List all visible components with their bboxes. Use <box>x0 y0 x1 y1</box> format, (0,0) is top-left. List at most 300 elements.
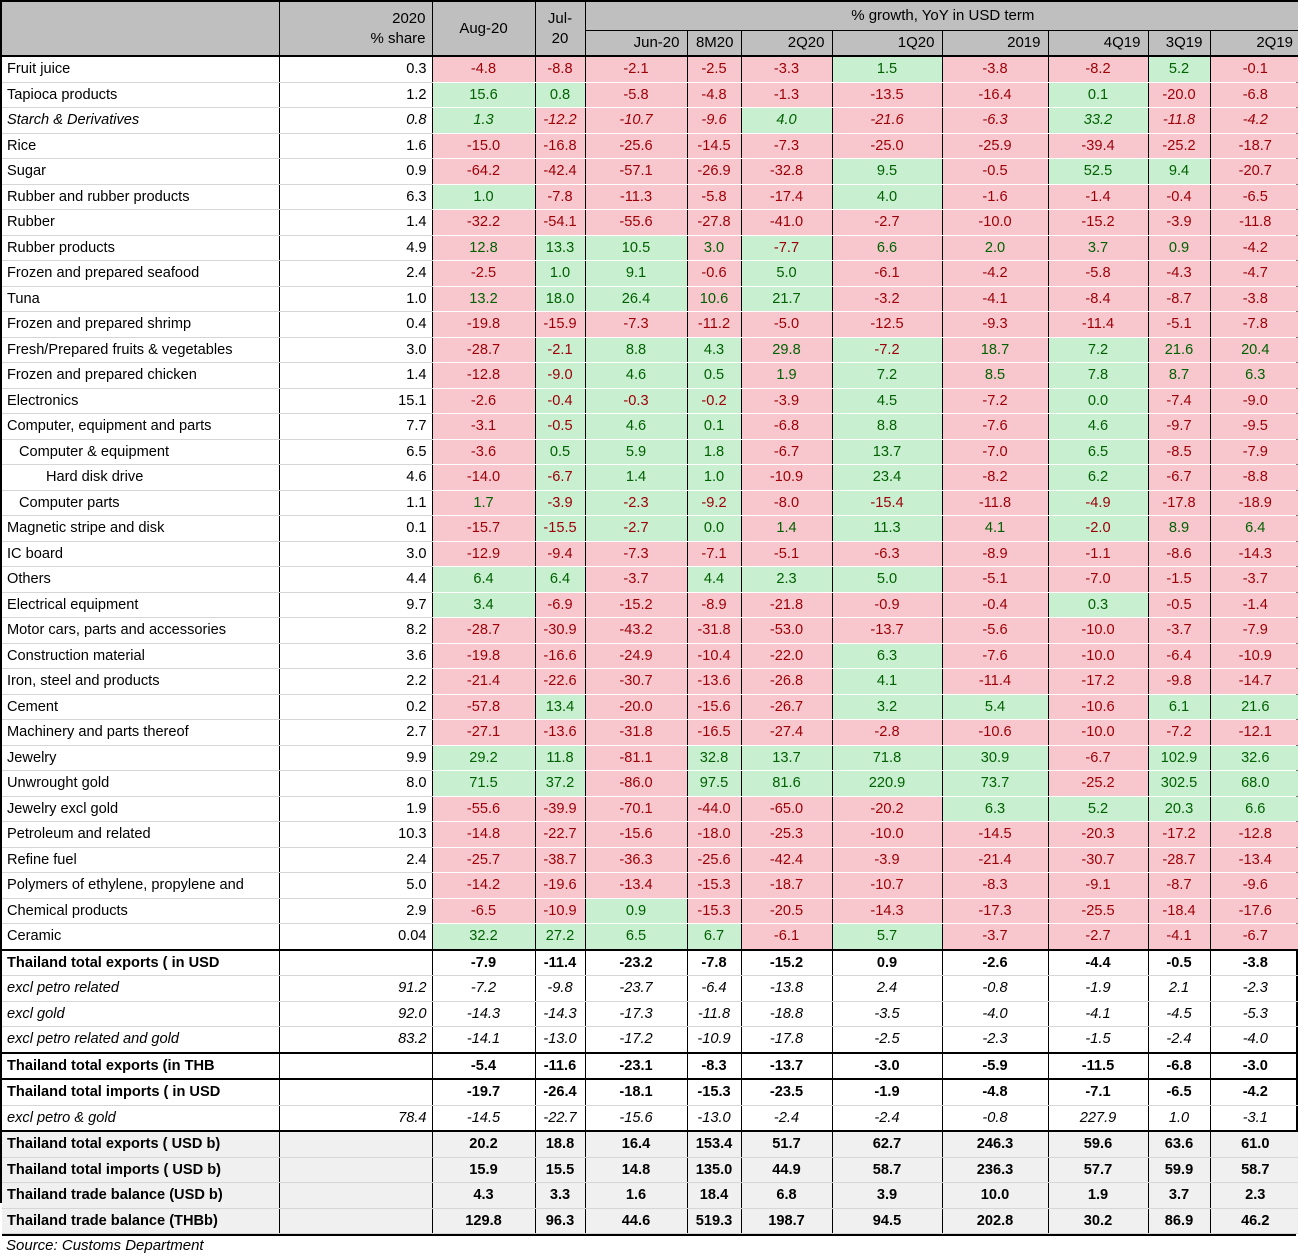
cell-jun20: -11.3 <box>585 184 687 210</box>
cell-3q19: -3.7 <box>1148 618 1210 644</box>
cell-2q19: 6.4 <box>1210 516 1298 542</box>
cell-2019: 30.9 <box>942 745 1048 771</box>
cell-2q19: -18.9 <box>1210 490 1298 516</box>
table-row <box>2 465 1298 491</box>
period-header-2q20: 2Q20 <box>741 30 832 56</box>
cell-aug20: -57.8 <box>432 694 535 720</box>
period-header-4q19: 4Q19 <box>1048 30 1148 56</box>
row-label: Unwrought gold <box>2 771 279 797</box>
cell-aug20: -19.7 <box>432 1079 535 1105</box>
cell-aug20: -2.6 <box>432 388 535 414</box>
cell-8m20: 32.8 <box>687 745 741 771</box>
cell-4q19: -4.4 <box>1048 950 1148 976</box>
cell-2q19: -4.7 <box>1210 261 1298 287</box>
cell-2q19: -3.1 <box>1210 1105 1298 1131</box>
row-label: Thailand total exports (in THB <box>2 1053 279 1080</box>
cell-jul20: 27.2 <box>535 924 585 950</box>
row-label: Tapioca products <box>2 82 279 108</box>
cell-2q20: -17.4 <box>741 184 832 210</box>
share-column-header <box>279 2 432 56</box>
cell-4q19: -2.0 <box>1048 516 1148 542</box>
cell-2019: 73.7 <box>942 771 1048 797</box>
cell-jun20: -3.7 <box>585 567 687 593</box>
row-label: Electronics <box>2 388 279 414</box>
table-row <box>2 1053 1298 1080</box>
share-value: 3.0 <box>279 337 432 363</box>
share-value: 2.4 <box>279 261 432 287</box>
cell-3q19: -8.7 <box>1148 873 1210 899</box>
table-row <box>2 82 1298 108</box>
cell-aug20: 32.2 <box>432 924 535 950</box>
cell-2019: -11.8 <box>942 490 1048 516</box>
share-value: 1.1 <box>279 490 432 516</box>
cell-1q20: 9.5 <box>832 159 942 185</box>
cell-jul20: -16.8 <box>535 133 585 159</box>
cell-jul20: 18.8 <box>535 1131 585 1157</box>
cell-2q20: -22.0 <box>741 643 832 669</box>
cell-4q19: 0.3 <box>1048 592 1148 618</box>
share-value: 0.9 <box>279 159 432 185</box>
cell-2q20: -17.8 <box>741 1027 832 1053</box>
cell-2019: -2.6 <box>942 950 1048 976</box>
cell-8m20: 18.4 <box>687 1183 741 1209</box>
share-value: 2.2 <box>279 669 432 695</box>
cell-aug20: -6.5 <box>432 898 535 924</box>
cell-2q19: -4.2 <box>1210 235 1298 261</box>
share-header-label: % share <box>370 29 426 47</box>
cell-4q19: -1.9 <box>1048 976 1148 1002</box>
cell-jul20: -38.7 <box>535 847 585 873</box>
cell-jun20: 44.6 <box>585 1208 687 1234</box>
share-value: 1.0 <box>279 286 432 312</box>
cell-aug20: 13.2 <box>432 286 535 312</box>
cell-aug20: 6.4 <box>432 567 535 593</box>
cell-jun20: 8.8 <box>585 337 687 363</box>
cell-3q19: -11.8 <box>1148 108 1210 134</box>
table-row <box>2 388 1298 414</box>
cell-jul20: -11.6 <box>535 1053 585 1080</box>
row-label: Thailand total imports ( in USD <box>2 1079 279 1105</box>
cell-jun20: 1.4 <box>585 465 687 491</box>
row-label: Ceramic <box>2 924 279 950</box>
row-label: Thailand total imports ( USD b) <box>2 1157 279 1183</box>
cell-2019: -5.1 <box>942 567 1048 593</box>
row-label: Rubber and rubber products <box>2 184 279 210</box>
cell-1q20: 3.2 <box>832 694 942 720</box>
cell-jun20: 6.5 <box>585 924 687 950</box>
cell-2q19: -2.3 <box>1210 976 1298 1002</box>
table-row <box>2 643 1298 669</box>
cell-1q20: 8.8 <box>832 414 942 440</box>
cell-jun20: -18.1 <box>585 1079 687 1105</box>
cell-4q19: -10.0 <box>1048 643 1148 669</box>
cell-jun20: -43.2 <box>585 618 687 644</box>
cell-jul20: 3.3 <box>535 1183 585 1209</box>
share-value <box>279 950 432 976</box>
cell-1q20: -10.7 <box>832 873 942 899</box>
cell-jun20: 16.4 <box>585 1131 687 1157</box>
share-value <box>279 1131 432 1157</box>
cell-jun20: -10.7 <box>585 108 687 134</box>
cell-8m20: -2.5 <box>687 56 741 82</box>
share-value: 9.9 <box>279 745 432 771</box>
cell-aug20: -2.5 <box>432 261 535 287</box>
cell-aug20: -12.9 <box>432 541 535 567</box>
table-row <box>2 1208 1298 1234</box>
table-row <box>2 950 1298 976</box>
table-row <box>2 1183 1298 1209</box>
row-label: Rice <box>2 133 279 159</box>
cell-2q20: -7.3 <box>741 133 832 159</box>
cell-jun20: 26.4 <box>585 286 687 312</box>
cell-2q20: -6.1 <box>741 924 832 950</box>
cell-4q19: 6.5 <box>1048 439 1148 465</box>
cell-8m20: 153.4 <box>687 1131 741 1157</box>
share-value: 7.7 <box>279 414 432 440</box>
cell-2q20: -26.7 <box>741 694 832 720</box>
table-row <box>2 1027 1298 1053</box>
cell-2q19: -10.9 <box>1210 643 1298 669</box>
table-row <box>2 337 1298 363</box>
cell-3q19: -20.0 <box>1148 82 1210 108</box>
cell-3q19: -9.7 <box>1148 414 1210 440</box>
cell-aug20: -21.4 <box>432 669 535 695</box>
table-row <box>2 490 1298 516</box>
cell-4q19: -39.4 <box>1048 133 1148 159</box>
cell-8m20: -14.5 <box>687 133 741 159</box>
row-label: Magnetic stripe and disk <box>2 516 279 542</box>
cell-2q19: -6.7 <box>1210 924 1298 950</box>
cell-jul20: -2.1 <box>535 337 585 363</box>
cell-1q20: -12.5 <box>832 312 942 338</box>
cell-aug20: -64.2 <box>432 159 535 185</box>
cell-jun20: -31.8 <box>585 720 687 746</box>
cell-jun20: 14.8 <box>585 1157 687 1183</box>
cell-1q20: -0.9 <box>832 592 942 618</box>
cell-1q20: -1.9 <box>832 1079 942 1105</box>
cell-2019: -21.4 <box>942 847 1048 873</box>
cell-2q19: -0.1 <box>1210 56 1298 82</box>
data-table <box>2 2 1298 1234</box>
cell-2q20: -6.8 <box>741 414 832 440</box>
cell-8m20: 97.5 <box>687 771 741 797</box>
cell-2019: 6.3 <box>942 796 1048 822</box>
cell-2q20: -20.5 <box>741 898 832 924</box>
cell-3q19: -8.7 <box>1148 286 1210 312</box>
cell-1q20: 13.7 <box>832 439 942 465</box>
cell-2019: -8.3 <box>942 873 1048 899</box>
share-value: 3.0 <box>279 541 432 567</box>
cell-jul20: -0.4 <box>535 388 585 414</box>
cell-jun20: -2.1 <box>585 56 687 82</box>
cell-2q19: -6.8 <box>1210 82 1298 108</box>
table-row <box>2 1131 1298 1157</box>
cell-3q19: -8.5 <box>1148 439 1210 465</box>
cell-jul20: -10.9 <box>535 898 585 924</box>
row-label: Fresh/Prepared fruits & vegetables <box>2 337 279 363</box>
row-label: Thailand trade balance (USD b) <box>2 1183 279 1209</box>
cell-aug20: -25.7 <box>432 847 535 873</box>
cell-4q19: -10.0 <box>1048 720 1148 746</box>
cell-1q20: -6.1 <box>832 261 942 287</box>
cell-aug20: -3.6 <box>432 439 535 465</box>
cell-1q20: -15.4 <box>832 490 942 516</box>
cell-jun20: -30.7 <box>585 669 687 695</box>
cell-1q20: 4.5 <box>832 388 942 414</box>
cell-2q20: 1.9 <box>741 363 832 389</box>
cell-2q20: -5.0 <box>741 312 832 338</box>
cell-2q20: -15.2 <box>741 950 832 976</box>
row-label: Refine fuel <box>2 847 279 873</box>
cell-8m20: -10.9 <box>687 1027 741 1053</box>
cell-4q19: 5.2 <box>1048 796 1148 822</box>
table-row <box>2 133 1298 159</box>
cell-jul20: 6.4 <box>535 567 585 593</box>
cell-jul20: -30.9 <box>535 618 585 644</box>
cell-1q20: 220.9 <box>832 771 942 797</box>
cell-2q19: -20.7 <box>1210 159 1298 185</box>
cell-1q20: 62.7 <box>832 1131 942 1157</box>
share-value: 10.3 <box>279 822 432 848</box>
cell-8m20: -9.6 <box>687 108 741 134</box>
cell-2019: -5.9 <box>942 1053 1048 1080</box>
cell-aug20: 29.2 <box>432 745 535 771</box>
cell-aug20: -14.5 <box>432 1105 535 1131</box>
cell-2019: -14.5 <box>942 822 1048 848</box>
cell-jul20: -9.8 <box>535 976 585 1002</box>
period-header-jun20: Jun-20 <box>585 30 687 56</box>
table-row <box>2 822 1298 848</box>
cell-jul20: -39.9 <box>535 796 585 822</box>
cell-1q20: -25.0 <box>832 133 942 159</box>
cell-3q19: 0.9 <box>1148 235 1210 261</box>
cell-2q20: -3.3 <box>741 56 832 82</box>
cell-4q19: -11.4 <box>1048 312 1148 338</box>
cell-jul20: 0.5 <box>535 439 585 465</box>
cell-2q19: 68.0 <box>1210 771 1298 797</box>
cell-2q20: -7.7 <box>741 235 832 261</box>
cell-2019: -7.0 <box>942 439 1048 465</box>
cell-4q19: 227.9 <box>1048 1105 1148 1131</box>
cell-1q20: 5.7 <box>832 924 942 950</box>
share-value: 0.2 <box>279 694 432 720</box>
cell-2q20: 4.0 <box>741 108 832 134</box>
table-row <box>2 235 1298 261</box>
cell-jul20: -22.7 <box>535 1105 585 1131</box>
share-value: 2.4 <box>279 847 432 873</box>
cell-aug20: 71.5 <box>432 771 535 797</box>
cell-3q19: -0.5 <box>1148 592 1210 618</box>
cell-3q19: -6.5 <box>1148 1079 1210 1105</box>
cell-2q19: 2.3 <box>1210 1183 1298 1209</box>
cell-2q20: -23.5 <box>741 1079 832 1105</box>
cell-jul20: -13.6 <box>535 720 585 746</box>
cell-2q20: -13.8 <box>741 976 832 1002</box>
row-label: Computer, equipment and parts <box>2 414 279 440</box>
cell-aug20: -19.8 <box>432 312 535 338</box>
row-label: Sugar <box>2 159 279 185</box>
cell-aug20: -15.7 <box>432 516 535 542</box>
row-label: Tuna <box>2 286 279 312</box>
table-row <box>2 363 1298 389</box>
cell-8m20: -6.4 <box>687 976 741 1002</box>
cell-2q19: -3.8 <box>1210 286 1298 312</box>
corner-header-cell <box>2 2 279 56</box>
share-value: 2.9 <box>279 898 432 924</box>
table-row <box>2 1157 1298 1183</box>
cell-1q20: 0.9 <box>832 950 942 976</box>
share-value: 6.5 <box>279 439 432 465</box>
cell-8m20: -0.2 <box>687 388 741 414</box>
row-label: Frozen and prepared seafood <box>2 261 279 287</box>
cell-aug20: 12.8 <box>432 235 535 261</box>
cell-2q20: -25.3 <box>741 822 832 848</box>
cell-jun20: -81.1 <box>585 745 687 771</box>
cell-jul20: -15.5 <box>535 516 585 542</box>
cell-8m20: -0.6 <box>687 261 741 287</box>
cell-3q19: -0.4 <box>1148 184 1210 210</box>
cell-8m20: -15.3 <box>687 1079 741 1105</box>
cell-jun20: 9.1 <box>585 261 687 287</box>
cell-2q20: -32.8 <box>741 159 832 185</box>
cell-aug20: -14.8 <box>432 822 535 848</box>
cell-3q19: -8.6 <box>1148 541 1210 567</box>
cell-1q20: 6.3 <box>832 643 942 669</box>
cell-aug20: -14.2 <box>432 873 535 899</box>
cell-8m20: -18.0 <box>687 822 741 848</box>
cell-8m20: -8.3 <box>687 1053 741 1080</box>
cell-1q20: 5.0 <box>832 567 942 593</box>
row-label: IC board <box>2 541 279 567</box>
cell-1q20: -10.0 <box>832 822 942 848</box>
cell-3q19: -3.9 <box>1148 210 1210 236</box>
cell-2q20: -27.4 <box>741 720 832 746</box>
cell-2q19: -9.6 <box>1210 873 1298 899</box>
cell-2019: -2.3 <box>942 1027 1048 1053</box>
cell-2q19: -4.0 <box>1210 1027 1298 1053</box>
cell-3q19: 1.0 <box>1148 1105 1210 1131</box>
cell-jun20: 4.6 <box>585 363 687 389</box>
share-value: 92.0 <box>279 1001 432 1027</box>
cell-2q19: 20.4 <box>1210 337 1298 363</box>
cell-1q20: 7.2 <box>832 363 942 389</box>
cell-2q19: -3.0 <box>1210 1053 1298 1080</box>
cell-aug20: -14.1 <box>432 1027 535 1053</box>
cell-8m20: 0.5 <box>687 363 741 389</box>
period-header-2q19: 2Q19 <box>1210 30 1298 56</box>
cell-2019: 8.5 <box>942 363 1048 389</box>
table-row <box>2 694 1298 720</box>
cell-3q19: 8.7 <box>1148 363 1210 389</box>
cell-2q19: -8.8 <box>1210 465 1298 491</box>
cell-aug20: 1.3 <box>432 108 535 134</box>
cell-jul20: -26.4 <box>535 1079 585 1105</box>
cell-8m20: -8.9 <box>687 592 741 618</box>
cell-1q20: -2.4 <box>832 1105 942 1131</box>
row-label: Motor cars, parts and accessories <box>2 618 279 644</box>
cell-3q19: -28.7 <box>1148 847 1210 873</box>
cell-4q19: 52.5 <box>1048 159 1148 185</box>
row-label: excl petro related and gold <box>2 1027 279 1053</box>
cell-2q19: -14.7 <box>1210 669 1298 695</box>
cell-2q20: -10.9 <box>741 465 832 491</box>
row-label: Jewelry <box>2 745 279 771</box>
cell-jun20: -2.7 <box>585 516 687 542</box>
cell-2019: -0.4 <box>942 592 1048 618</box>
cell-2q19: -9.0 <box>1210 388 1298 414</box>
cell-8m20: -13.0 <box>687 1105 741 1131</box>
cell-2q20: 1.4 <box>741 516 832 542</box>
cell-3q19: 2.1 <box>1148 976 1210 1002</box>
cell-4q19: 0.0 <box>1048 388 1148 414</box>
cell-8m20: -13.6 <box>687 669 741 695</box>
cell-aug20: -32.2 <box>432 210 535 236</box>
cell-2019: -10.0 <box>942 210 1048 236</box>
cell-1q20: -2.5 <box>832 1027 942 1053</box>
cell-8m20: -11.8 <box>687 1001 741 1027</box>
cell-1q20: -13.7 <box>832 618 942 644</box>
share-value: 5.0 <box>279 873 432 899</box>
cell-2q20: 51.7 <box>741 1131 832 1157</box>
aug20-column-header: Aug-20 <box>432 2 535 56</box>
cell-2q20: 198.7 <box>741 1208 832 1234</box>
cell-jun20: -20.0 <box>585 694 687 720</box>
cell-4q19: -25.2 <box>1048 771 1148 797</box>
row-label: Thailand total exports ( in USD <box>2 950 279 976</box>
cell-3q19: 302.5 <box>1148 771 1210 797</box>
share-header-year: 2020 <box>392 9 426 27</box>
cell-8m20: -16.5 <box>687 720 741 746</box>
cell-jun20: 4.6 <box>585 414 687 440</box>
cell-2019: 10.0 <box>942 1183 1048 1209</box>
cell-jul20: -11.4 <box>535 950 585 976</box>
cell-2019: -4.0 <box>942 1001 1048 1027</box>
cell-2019: -6.3 <box>942 108 1048 134</box>
cell-4q19: -2.7 <box>1048 924 1148 950</box>
row-label: Frozen and prepared shrimp <box>2 312 279 338</box>
table-row <box>2 1079 1298 1105</box>
cell-2q20: -42.4 <box>741 847 832 873</box>
cell-2019: 5.4 <box>942 694 1048 720</box>
cell-jul20: -22.6 <box>535 669 585 695</box>
cell-3q19: -6.4 <box>1148 643 1210 669</box>
cell-jun20: -36.3 <box>585 847 687 873</box>
cell-2q20: 29.8 <box>741 337 832 363</box>
cell-2q20: 6.8 <box>741 1183 832 1209</box>
cell-jun20: -13.4 <box>585 873 687 899</box>
cell-1q20: -2.8 <box>832 720 942 746</box>
cell-2q20: 44.9 <box>741 1157 832 1183</box>
cell-jul20: 11.8 <box>535 745 585 771</box>
cell-4q19: -4.9 <box>1048 490 1148 516</box>
share-value: 0.04 <box>279 924 432 950</box>
cell-3q19: 8.9 <box>1148 516 1210 542</box>
cell-1q20: -7.2 <box>832 337 942 363</box>
cell-jul20: -8.8 <box>535 56 585 82</box>
share-value: 0.4 <box>279 312 432 338</box>
cell-aug20: 20.2 <box>432 1131 535 1157</box>
table-row <box>2 796 1298 822</box>
cell-3q19: 63.6 <box>1148 1131 1210 1157</box>
cell-jun20: -86.0 <box>585 771 687 797</box>
cell-3q19: 21.6 <box>1148 337 1210 363</box>
cell-2q20: -26.8 <box>741 669 832 695</box>
share-value <box>279 1157 432 1183</box>
cell-2019: -9.3 <box>942 312 1048 338</box>
cell-4q19: -30.7 <box>1048 847 1148 873</box>
period-header-8m20: 8M20 <box>687 30 741 56</box>
cell-1q20: -14.3 <box>832 898 942 924</box>
